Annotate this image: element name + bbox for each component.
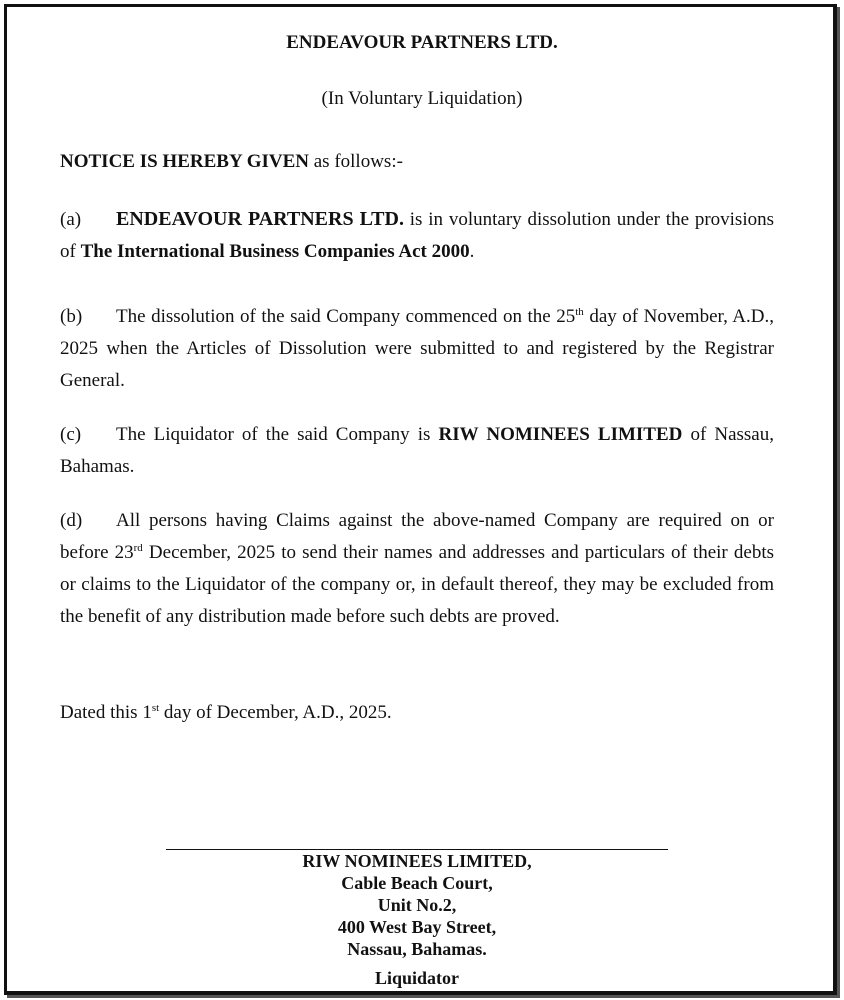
paragraph-d-text2: December, 2025 to send their names and addresses and particulars of their debts or claims to the Liquidator of the company or, in default thereof, they may be excluded from the benefit of any distribution made before such debts are proved. (60, 542, 774, 627)
paragraph-a-text1: is in voluntary dissolution under the provisions of (60, 209, 774, 262)
dated-text2: day of December, A.D., 2025. (159, 702, 392, 723)
liquidator-name-bold: RIW NOMINEES LIMITED (438, 424, 683, 445)
dated-text1: Dated this 1 (60, 702, 152, 723)
paragraph-b-text2: day of November, A.D., 2025 when the Articles of Dissolution were submitted to and registered by the Registrar General. (60, 306, 774, 391)
paragraph-b-sup: th (575, 306, 584, 318)
signature-line-5: Nassau, Bahamas. (347, 939, 487, 959)
paragraph-a-text2: . (469, 241, 475, 262)
company-title: ENDEAVOUR PARTNERS LTD. (286, 32, 558, 53)
signature-role: Liquidator (374, 968, 460, 988)
company-name-bold: ENDEAVOUR PARTNERS LTD. (116, 208, 404, 230)
paragraph-a-label: (a) (60, 209, 82, 230)
notice-lead-bold: NOTICE IS HEREBY GIVEN (60, 151, 309, 172)
signature-line-1: RIW NOMINEES LIMITED, (302, 851, 532, 871)
notice-heading (60, 146, 774, 178)
paragraph-c (60, 419, 774, 483)
paragraph-c-text2: of Nassau, Bahamas. (60, 424, 774, 477)
paragraph-a (60, 203, 774, 268)
paragraph-b (60, 301, 774, 397)
paragraph-d-label: (d) (60, 510, 83, 531)
paragraph-c-label: (c) (60, 424, 82, 445)
notice-lead-rest: as follows:- (309, 151, 403, 172)
signature-line-3: Unit No.2, (377, 895, 457, 915)
paragraph-d (60, 505, 774, 633)
paragraph-b-label: (b) (60, 306, 83, 327)
paragraph-b-text1: The dissolution of the said Company commenced on the 25 (116, 306, 576, 327)
paragraph-d-sup: rd (133, 542, 143, 554)
signature-line-4: 400 West Bay Street, (337, 917, 497, 937)
dated-line (60, 697, 774, 729)
paragraph-d-text1: All persons having Claims against the above-named Company are required on or before 23 (60, 510, 774, 563)
dated-sup: st (151, 702, 160, 714)
signature-line-2: Cable Beach Court, (341, 873, 493, 893)
liquidation-subtitle: (In Voluntary Liquidation) (321, 88, 523, 109)
paragraph-c-text1: The Liquidator of the said Company is (116, 424, 439, 445)
act-name-bold: The International Business Companies Act 2000 (80, 241, 470, 262)
